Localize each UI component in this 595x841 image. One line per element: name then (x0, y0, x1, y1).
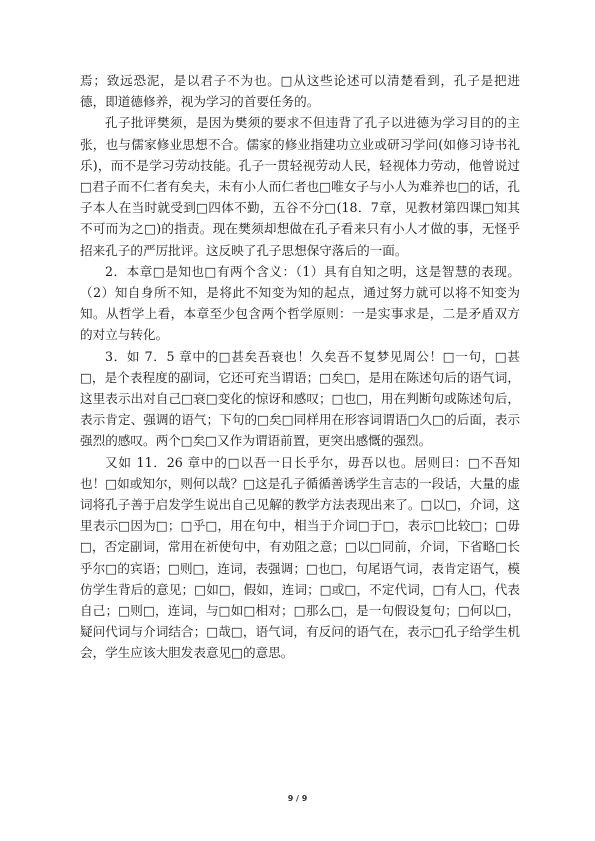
paragraph-5: 又如 11．26 章中的□以吾一日长乎尔，毋吾以也。居则曰：□不吾知也！□如或知尔，则何以哉？□这是孔子循循善诱学生言志的一段话，大量的虚词将孔子善于启发学生说出自己见解的教学方法表现出来了。□以□，介词，这里表示□因为□；□乎□，用在句中，相当于介词□于□，表示□比较□；□毋□，否定副词，常用在祈使句中，有劝阻之意；□以□同前，介词，下省略□长乎尔□的宾语；□则□，连词，表强调；□也□，句尾语气词，表肯定语气，模仿学生背后的意见；□如□，假如，连词；□或□，不定代词，□有人□，代表自己；□则□，连词，与□如□相对；□那么□，是一句假设复句；□何以□，疑问代词与介词结合；□哉□，语气词，有反问的语气在，表示□孔子给学生机会，学生应该大胆发表意见□的意思。 (80, 454, 520, 661)
page-number: 9 / 9 (287, 794, 308, 803)
paragraph-3: 2．本章□是知也□有两个含义：（1）具有自知之明，这是智慧的表现。（2）知自身所不知，是将此不知变为知的起点，通过努力就可以将不知变为知。从哲学上看，本章至少包含两个哲学原则：一是实事求是，二是矛盾双方的对立与转化。 (80, 263, 520, 343)
paragraph-1: 焉；致远恐泥，是以君子不为也。□从这些论述可以清楚看到，孔子是把进德，即道德修养，视为学习的首要任务的。 (80, 73, 520, 110)
document-body (80, 70, 520, 664)
paragraph-2: 孔子批评樊须，是因为樊须的要求不但违背了孔子以进德为学习目的的主张，也与儒家修业思想不合。儒家的修业指建功立业或研习学问(如修习诗书礼乐)，而不是学习劳动技能。孔子一贯轻视劳动人民，轻视体力劳动，他曾说过□君子而不仁者有矣夫，未有小人而仁者也□唯女子与小人为难养也□的话，孔子本人在当时就受到□四体不勤，五谷不分□(18．7章，见教材第四课□知其不可而为之□)的指责。现在樊须却想做在孔子看来只有小人才做的事，无怪乎招来孔子的严厉批评。这反映了孔子思想保守落后的一面。 (80, 115, 520, 258)
paragraph-4: 3．如 7．5 章中的□甚矣吾衰也！久矣吾不复梦见周公！□一句，□甚□，是个表程度的副词，它还可充当谓语；□矣□，是用在陈述句后的语气词，这里表示出对自己□衰□变化的惊讶和感叹；□也□，用在判断句或陈述句后，表示肯定、强调的语气；下句的□矣□同样用在形容词谓语□久□的后面，表示强烈的感叹。两个□矣□又作为谓语前置，更突出感慨的强烈。 (80, 348, 520, 449)
